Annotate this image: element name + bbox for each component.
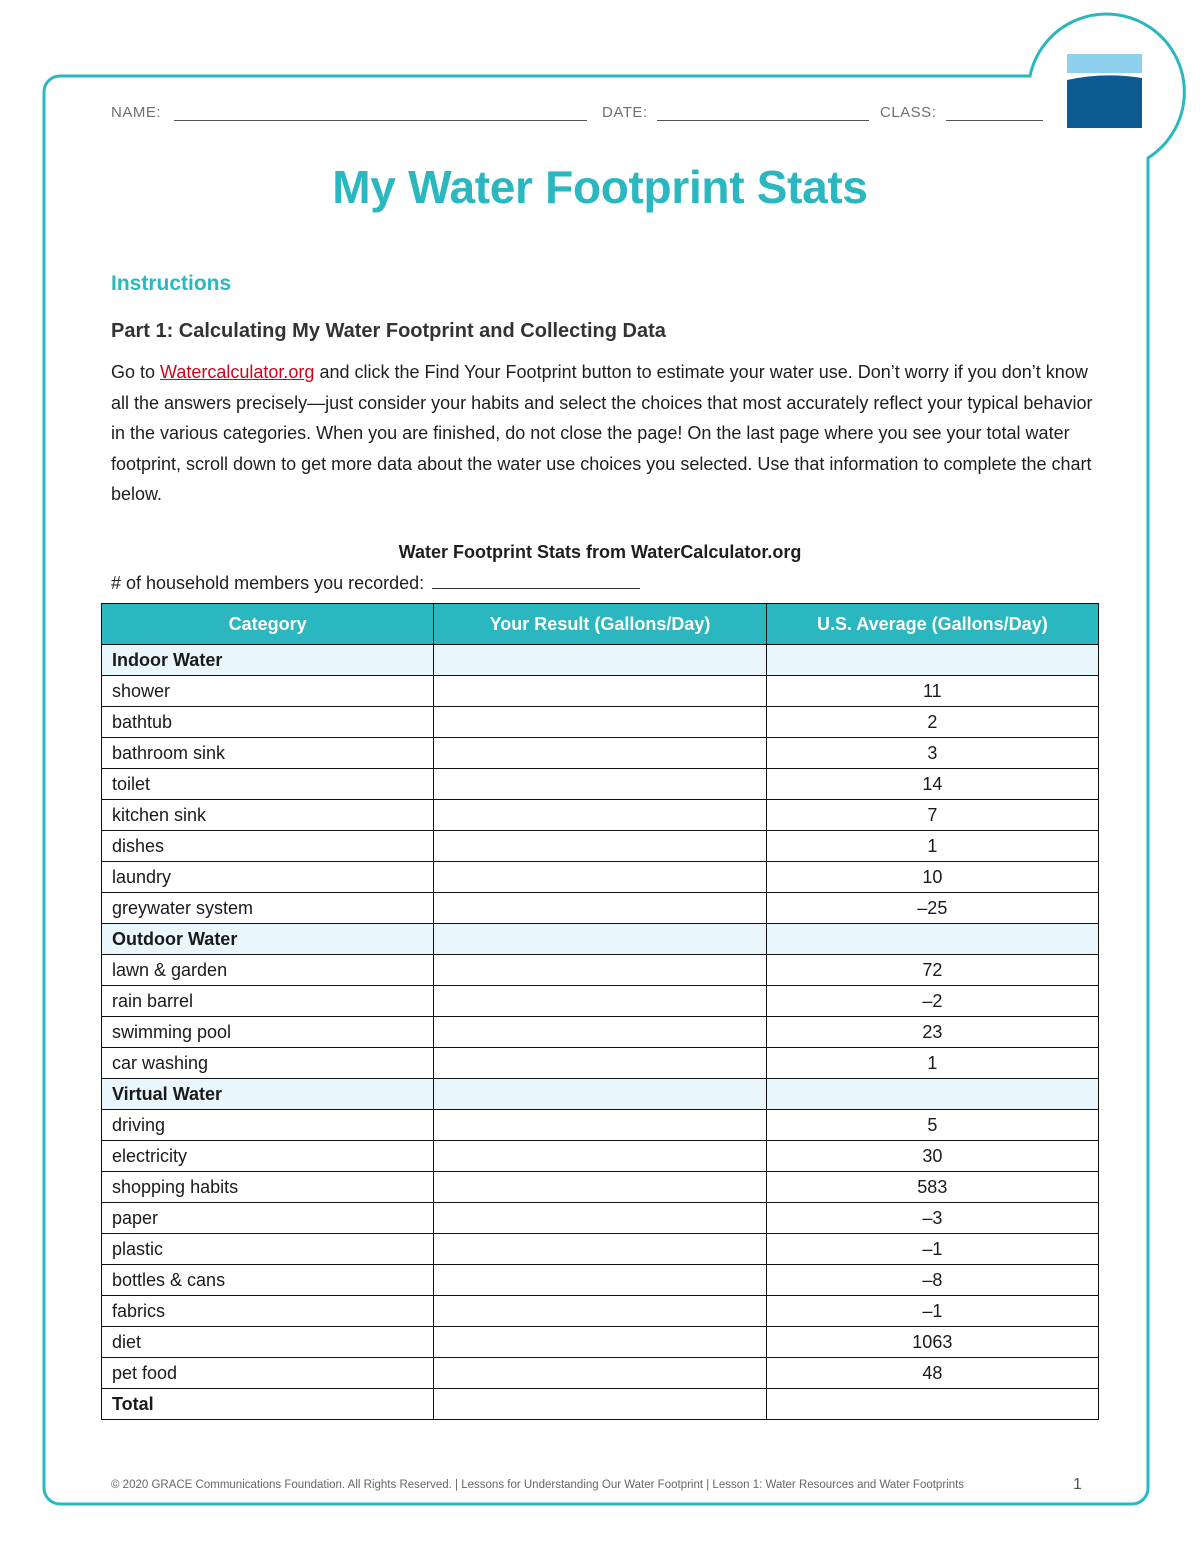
instructions-heading: Instructions	[111, 272, 232, 295]
table-row	[102, 738, 1099, 769]
household-field-line[interactable]	[432, 574, 640, 589]
category-cell: bathtub	[102, 707, 434, 738]
class-label: CLASS:	[880, 104, 937, 121]
table-row	[102, 831, 1099, 862]
your-result-cell[interactable]	[434, 1296, 766, 1327]
us-average-cell: 14	[766, 769, 1098, 800]
table-row	[102, 676, 1099, 707]
household-label: # of household members you recorded:	[111, 573, 425, 593]
table-row	[102, 1203, 1099, 1234]
paragraph-rest: and click the Find Your Footprint button to estimate your water use. Don’t worry if you don’t know all the answers precisely—just consider your habits and select the choices that most accurately reflect your typical behavior in the various categories. When you are finished, do not close the page! On the last page where you see your total water footprint, scroll down to get more data about the water use choices you selected. Use that information to complete the chart below.	[111, 362, 1093, 505]
header-us-average: U.S. Average (Gallons/Day)	[766, 604, 1098, 645]
us-average-cell: 1063	[766, 1327, 1098, 1358]
category-cell: greywater system	[102, 893, 434, 924]
us-average-cell: 3	[766, 738, 1098, 769]
category-cell: Indoor Water	[102, 645, 434, 676]
table-row	[102, 1172, 1099, 1203]
section-row	[102, 924, 1099, 955]
table-row	[102, 1296, 1099, 1327]
category-cell: electricity	[102, 1141, 434, 1172]
category-cell: plastic	[102, 1234, 434, 1265]
your-result-cell[interactable]	[434, 955, 766, 986]
your-result-cell[interactable]	[434, 1234, 766, 1265]
part1-heading: Part 1: Calculating My Water Footprint and Collecting Data	[111, 320, 666, 342]
your-result-cell[interactable]	[434, 1110, 766, 1141]
household-members-line	[111, 573, 640, 594]
us-average-cell	[766, 924, 1098, 955]
your-result-cell[interactable]	[434, 1358, 766, 1389]
your-result-cell[interactable]	[434, 1048, 766, 1079]
table-row	[102, 1110, 1099, 1141]
category-cell: shopping habits	[102, 1172, 434, 1203]
instructions-paragraph	[111, 357, 1096, 510]
us-average-cell: 5	[766, 1110, 1098, 1141]
category-cell: driving	[102, 1110, 434, 1141]
table-row	[102, 1327, 1099, 1358]
date-field-line[interactable]	[657, 120, 869, 121]
class-field-line[interactable]	[946, 120, 1043, 121]
us-average-cell: 7	[766, 800, 1098, 831]
table-row	[102, 769, 1099, 800]
table-row	[102, 862, 1099, 893]
table-row	[102, 1265, 1099, 1296]
us-average-cell: 583	[766, 1172, 1098, 1203]
category-cell: dishes	[102, 831, 434, 862]
table-body	[102, 645, 1099, 1420]
total-row	[102, 1389, 1099, 1420]
us-average-cell: 11	[766, 676, 1098, 707]
us-average-cell: 2	[766, 707, 1098, 738]
category-cell: paper	[102, 1203, 434, 1234]
us-average-cell: 10	[766, 862, 1098, 893]
table-row	[102, 1017, 1099, 1048]
table-row	[102, 1358, 1099, 1389]
us-average-cell: –1	[766, 1296, 1098, 1327]
date-label: DATE:	[602, 104, 648, 121]
category-cell: bathroom sink	[102, 738, 434, 769]
page-number: 1	[1073, 1476, 1082, 1493]
name-field-line[interactable]	[174, 120, 587, 121]
your-result-cell[interactable]	[434, 800, 766, 831]
category-cell: pet food	[102, 1358, 434, 1389]
category-cell: diet	[102, 1327, 434, 1358]
us-average-cell	[766, 1079, 1098, 1110]
table-row	[102, 1234, 1099, 1265]
your-result-cell[interactable]	[434, 986, 766, 1017]
footer-copyright: © 2020 GRACE Communications Foundation. All Rights Reserved. | Lessons for Understanding Our Water Footprint | Lesson 1: Water Resources and Water Footprints	[111, 1479, 965, 1491]
your-result-cell[interactable]	[434, 1141, 766, 1172]
table-title: Water Footprint Stats from WaterCalculator.org	[398, 542, 802, 562]
name-label: NAME:	[111, 104, 162, 121]
water-footprint-table	[101, 603, 1099, 1420]
your-result-cell[interactable]	[434, 676, 766, 707]
your-result-cell[interactable]	[434, 862, 766, 893]
your-result-cell[interactable]	[434, 1203, 766, 1234]
us-average-cell: –1	[766, 1234, 1098, 1265]
your-result-cell[interactable]	[434, 645, 766, 676]
paragraph-lead: Go to	[111, 362, 161, 382]
us-average-cell: –3	[766, 1203, 1098, 1234]
page-title: My Water Footprint Stats	[332, 161, 868, 213]
category-cell: laundry	[102, 862, 434, 893]
table-header-row	[102, 604, 1099, 645]
your-result-cell[interactable]	[434, 1172, 766, 1203]
your-result-cell[interactable]	[434, 924, 766, 955]
your-result-cell[interactable]	[434, 707, 766, 738]
category-cell: Total	[102, 1389, 434, 1420]
your-result-cell[interactable]	[434, 1389, 766, 1420]
watercalculator-link[interactable]: Watercalculator.org	[160, 362, 315, 382]
your-result-cell[interactable]	[434, 893, 766, 924]
table-row	[102, 986, 1099, 1017]
us-average-cell: –25	[766, 893, 1098, 924]
header-your-result: Your Result (Gallons/Day)	[434, 604, 766, 645]
category-cell: toilet	[102, 769, 434, 800]
your-result-cell[interactable]	[434, 1265, 766, 1296]
category-cell: lawn & garden	[102, 955, 434, 986]
table-row	[102, 955, 1099, 986]
header-category: Category	[102, 604, 434, 645]
us-average-cell: –8	[766, 1265, 1098, 1296]
your-result-cell[interactable]	[434, 831, 766, 862]
us-average-cell	[766, 1389, 1098, 1420]
your-result-cell[interactable]	[434, 1079, 766, 1110]
category-cell: swimming pool	[102, 1017, 434, 1048]
us-average-cell: 72	[766, 955, 1098, 986]
table-row	[102, 800, 1099, 831]
category-cell: fabrics	[102, 1296, 434, 1327]
section-row	[102, 1079, 1099, 1110]
category-cell: rain barrel	[102, 986, 434, 1017]
category-cell: Virtual Water	[102, 1079, 434, 1110]
category-cell: bottles & cans	[102, 1265, 434, 1296]
us-average-cell: –2	[766, 986, 1098, 1017]
water-level-logo-icon	[1067, 54, 1142, 128]
us-average-cell	[766, 645, 1098, 676]
student-info-row	[111, 104, 1046, 128]
category-cell: Outdoor Water	[102, 924, 434, 955]
category-cell: kitchen sink	[102, 800, 434, 831]
us-average-cell: 48	[766, 1358, 1098, 1389]
us-average-cell: 30	[766, 1141, 1098, 1172]
us-average-cell: 23	[766, 1017, 1098, 1048]
table-row	[102, 1048, 1099, 1079]
your-result-cell[interactable]	[434, 1327, 766, 1358]
section-row	[102, 645, 1099, 676]
category-cell: car washing	[102, 1048, 434, 1079]
table-row	[102, 707, 1099, 738]
table-row	[102, 1141, 1099, 1172]
us-average-cell: 1	[766, 1048, 1098, 1079]
table-row	[102, 893, 1099, 924]
us-average-cell: 1	[766, 831, 1098, 862]
your-result-cell[interactable]	[434, 738, 766, 769]
your-result-cell[interactable]	[434, 769, 766, 800]
your-result-cell[interactable]	[434, 1017, 766, 1048]
category-cell: shower	[102, 676, 434, 707]
